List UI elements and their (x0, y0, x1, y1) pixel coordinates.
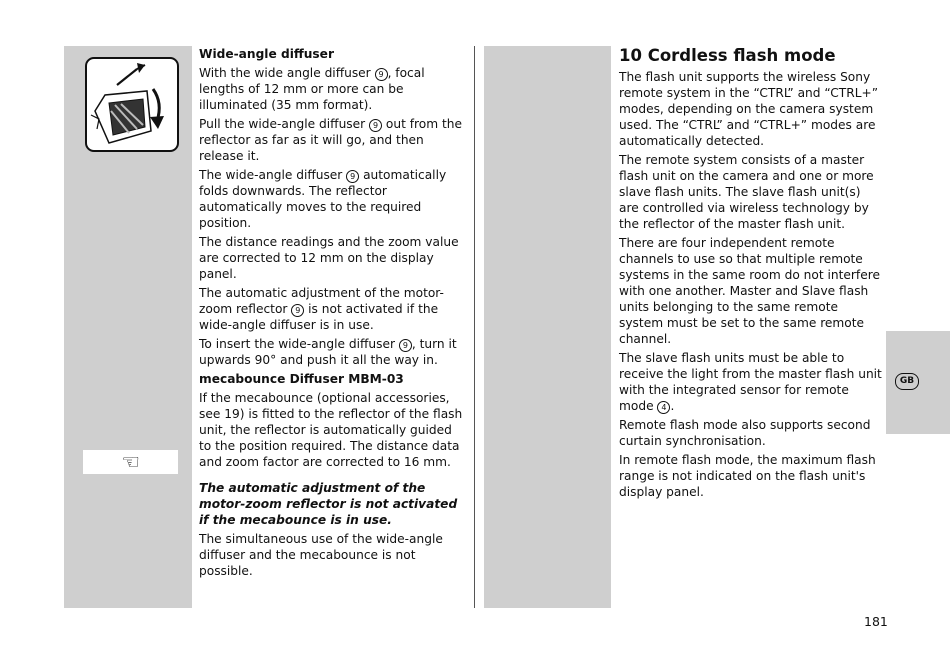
page-number: 181 (864, 614, 888, 629)
mecabounce-heading: mecabounce Diffuser MBM-03 (199, 372, 404, 386)
right-text-column (619, 46, 884, 503)
paragraph: In remote flash mode, the maximum flash range is not indicated on the flash unit's display panel. (619, 453, 876, 499)
paragraph: The slave flash units must be able to receive the light from the master flash unit with the integrated sensor for remote mode 4 . (619, 351, 882, 413)
paragraph: If the mecabounce (optional accessories, see 19) is fitted to the reflector of the flash unit, the reflector is automatically guided to the position required. The distance data and zoom factor are corrected to 16 mm. (199, 391, 463, 469)
paragraph: Remote flash mode also supports second curtain synchronisation. (619, 418, 871, 448)
reference-marker: 4 (657, 401, 670, 414)
chapter-title: 10 Cordless flash mode (619, 46, 836, 65)
wide-angle-heading: Wide-angle diffuser (199, 47, 334, 61)
reference-marker: 9 (369, 119, 382, 132)
right-margin-bar (484, 46, 611, 608)
paragraph: There are four independent remote channels to use so that multiple remote systems in the same room do not interfere with one another. Master and Slave flash units belonging to the same remote system must be set to the same remote channel. (619, 236, 880, 346)
paragraph: To insert the wide-angle diffuser 9 , turn it upwards 90° and push it all the way in. (199, 337, 457, 367)
paragraph: The simultaneous use of the wide-angle diffuser and the mecabounce is not possible. (199, 532, 443, 578)
paragraph: The distance readings and the zoom value are corrected to 12 mm on the display panel. (199, 235, 459, 281)
reference-marker: 9 (346, 170, 359, 183)
language-badge: GB (895, 373, 919, 390)
reference-marker: 9 (399, 339, 412, 352)
reference-marker: 9 (291, 304, 304, 317)
paragraph: With the wide angle diffuser 9 , focal lengths of 12 mm or more can be illuminated (35 mm format). (199, 66, 425, 112)
paragraph: The wide-angle diffuser 9 automatically folds downwards. The reflector automatically moves to the required position. (199, 168, 447, 230)
reference-marker: 9 (375, 68, 388, 81)
column-divider (474, 46, 475, 608)
flash-diffuser-illustration (85, 57, 179, 152)
paragraph: The flash unit supports the wireless Sony remote system in the “CTRL” and “CTRL+” modes, depending on the camera system used. The “CTRL” and “CTRL+” modes are automatically detected. (619, 70, 879, 148)
paragraph: The automatic adjustment of the motor-zoom reflector 9 is not activated if the wide-angle diffuser is in use. (199, 286, 444, 332)
pointing-hand-icon: ☜ (83, 450, 178, 474)
note-text: The automatic adjustment of the motor-zoom reflector is not activated if the mecabounce is in use. (199, 481, 458, 527)
left-text-column (199, 46, 467, 582)
paragraph: The remote system consists of a master flash unit on the camera and one or more slave flash units. The slave flash unit(s) are controlled via wireless technology by the reflector of the master flash unit. (619, 153, 874, 231)
paragraph: Pull the wide-angle diffuser 9 out from the reflector as far as it will go, and then release it. (199, 117, 462, 163)
